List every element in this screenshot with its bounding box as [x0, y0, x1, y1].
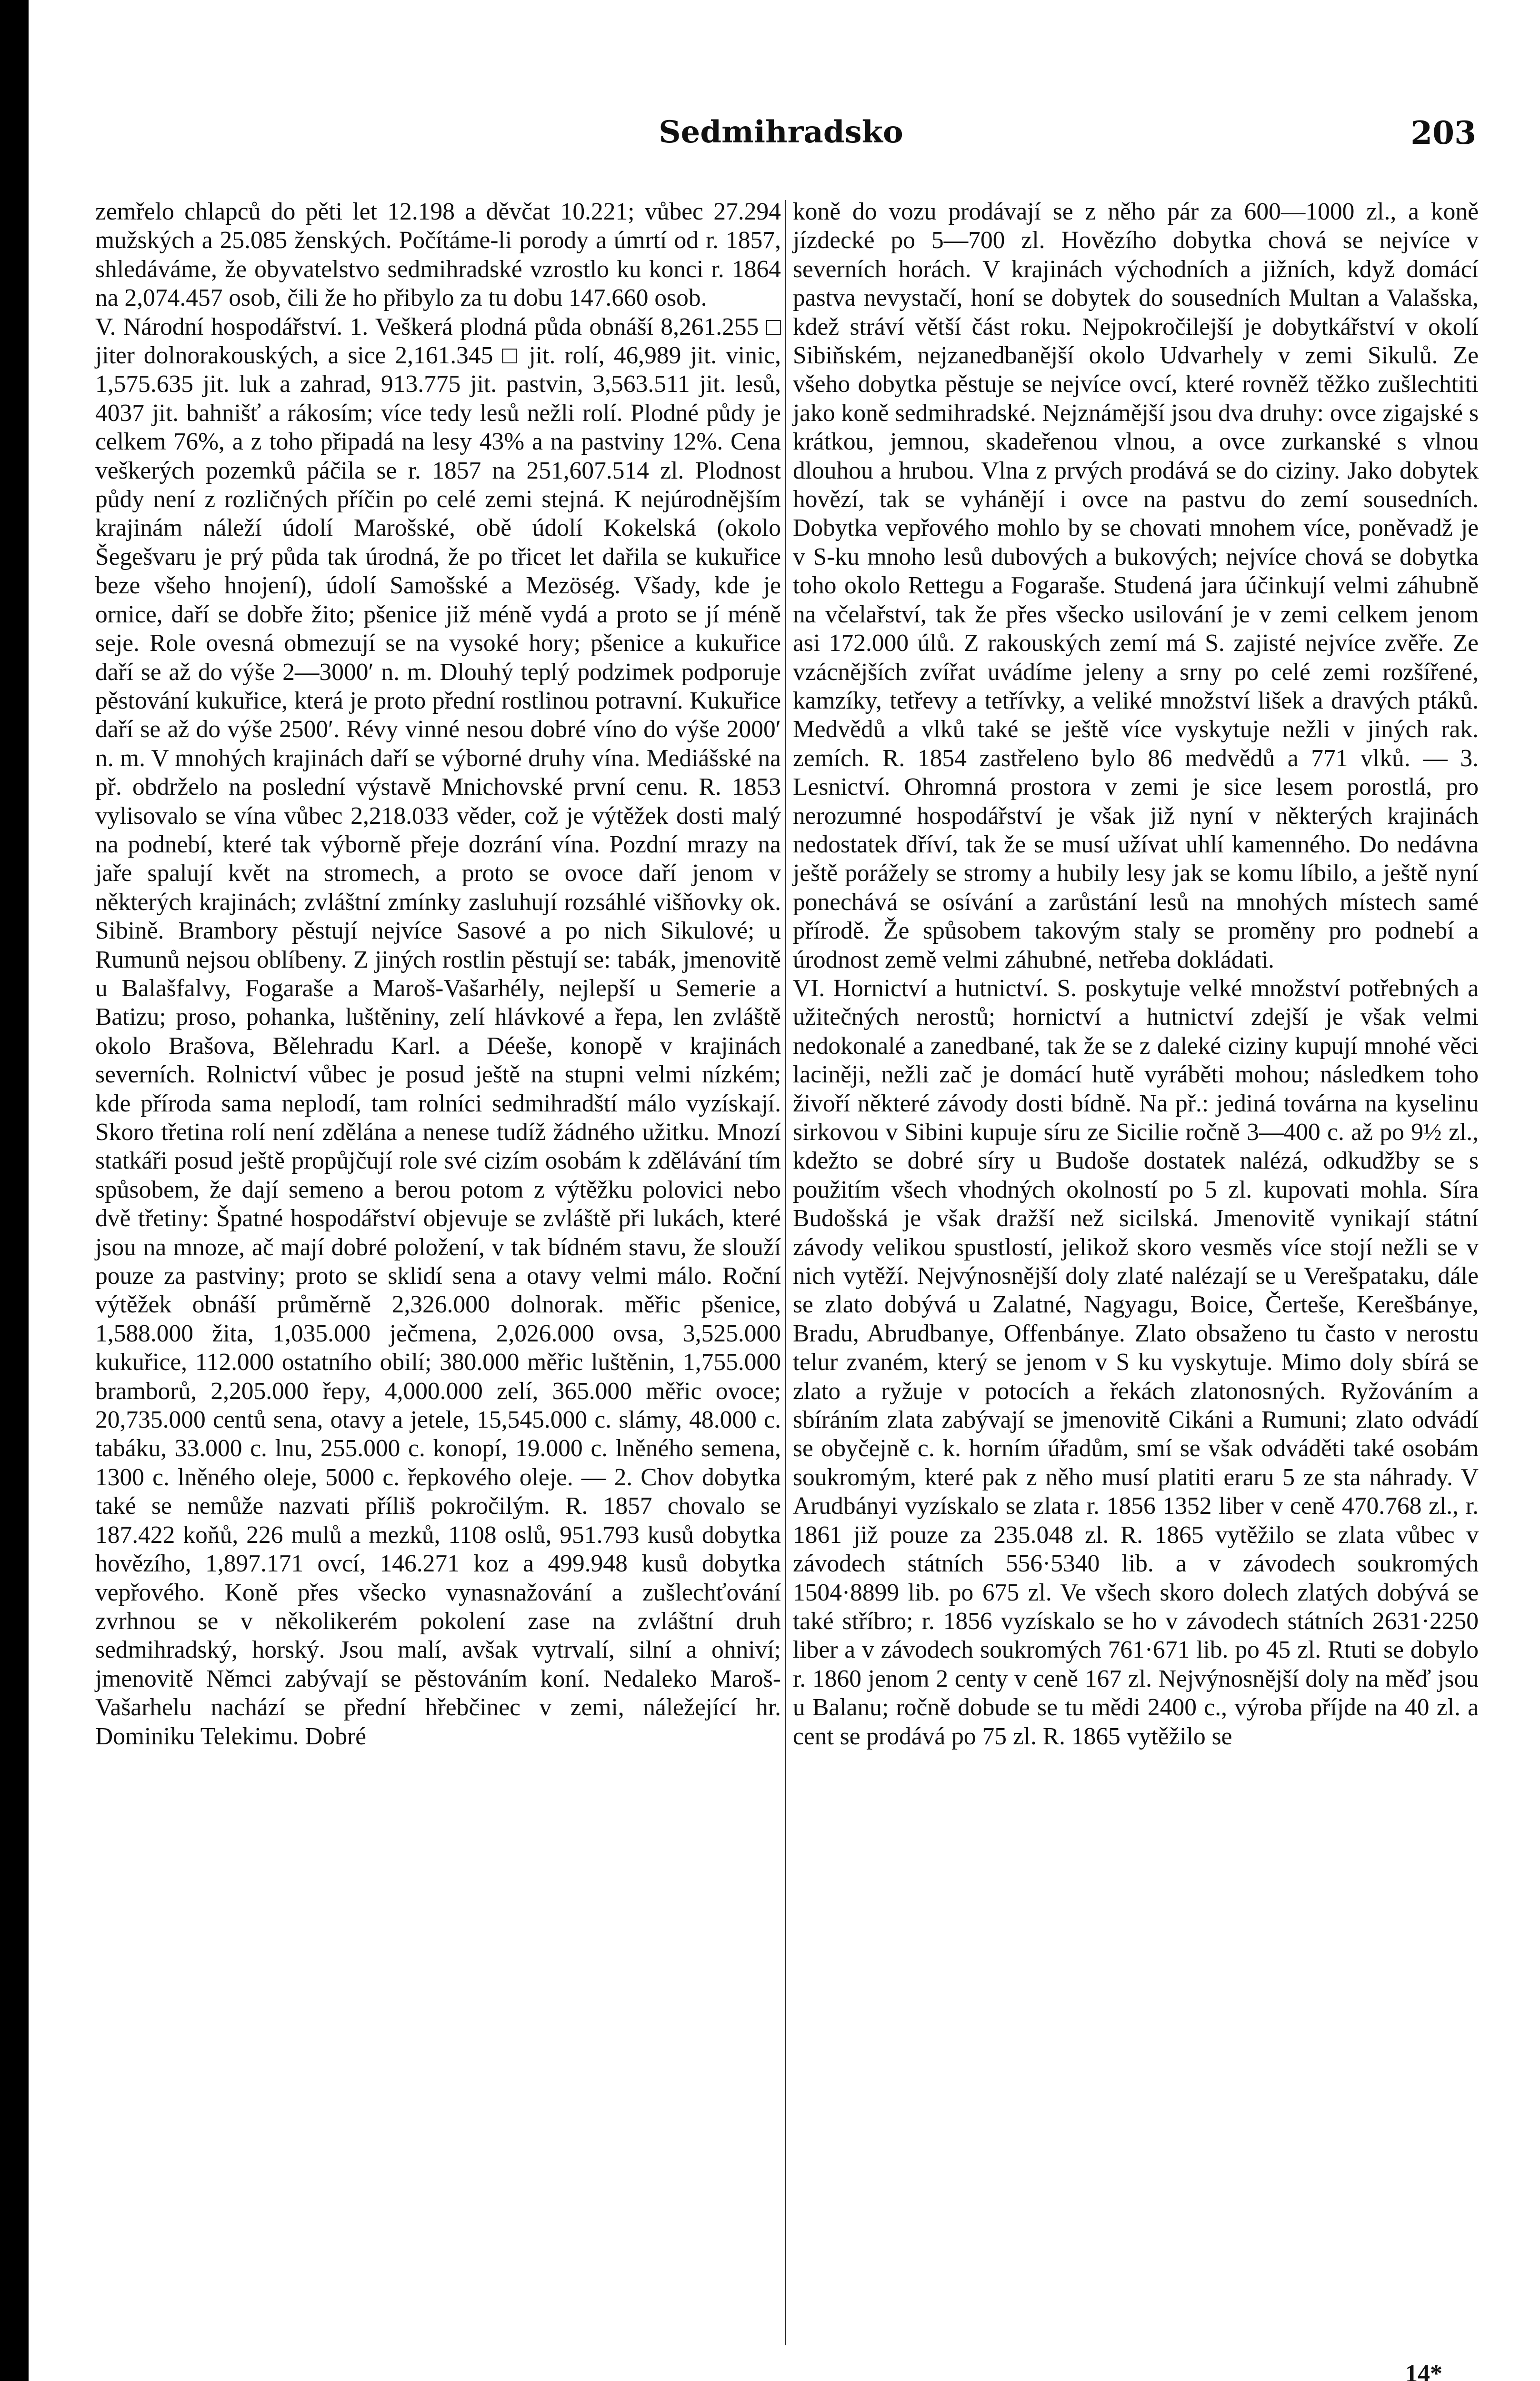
book-page	[29, 0, 1540, 2381]
running-title: Sedmihradsko	[659, 114, 903, 150]
page-header	[86, 114, 1476, 167]
left-column	[95, 198, 781, 1751]
page-number: 203	[1410, 114, 1476, 151]
paragraph: V. Národní hospodářství. 1. Veškerá plodná půda obnáší 8,261.255 □ jiter dolnorakouských, a sice 2,161.345 □ jit. rolí, 46,989 jit. vinic, 1,575.635 jit. luk a zahrad, 913.775 jit. pastvin, 3,563.511 jit. lesů, 4037 jit. bahnišť a rákosím; více tedy lesů nežli rolí. Plodné půdy je celkem 76%, a z toho připadá na lesy 43% a na pastviny 12%. Cena veškerých pozemků páčila se r. 1857 na 251,607.514 zl. Plodnost půdy není z rozličných příčin po celé zemi stejná. K nejúrodnějším krajinám náleží údolí Marošské, obě údolí Kokelská (okolo Šegešvaru je prý půda tak úrodná, že po třicet let dařila se kukuřice beze všeho hnojení), údolí Samošské a Mezöség. Všady, kde je ornice, daří se dobře žito; pšenice již méně vydá a proto se jí méně seje. Role ovesná obmezují se na vysoké hory; pšenice a kukuřice daří se až do výše 2—3000′ n. m. Dlouhý teplý podzimek podporuje pěstování kukuřice, která je proto přední rostlinou potravní. Kukuřice daří se až do výše 2500′. Révy vinné nesou dobré víno do výše 2000′ n. m. V mnohých krajinách daří se výborné druhy vína. Mediášské na př. obdrželo na poslední výstavě Mnichovské první cenu. R. 1853 vylisovalo se vína vůbec 2,218.033 věder, což je výtěžek dosti malý na podnebí, které tak výborně přeje dozrání vína. Pozdní mrazy na jaře spalují květ na stromech, a proto se ovoce daří jenom v některých krajinách; zvláštní zmínky zasluhují rozsáhlé višňovky ok. Sibině. Brambory pěstují nejvíce Sasové a po nich Sikulové; u Rumunů nejsou oblíbeny. Z jiných rostlin pěstují se: tabák, jmenovitě u Balašfalvy, Fogaraše a Maroš-Vašarhély, nejlepší u Semerie a Batizu; proso, pohanka, luštěniny, zelí hlávkové a řepa, len zvláště okolo Brašova, Bělehradu Karl. a Déeše, konopě v krajinách severních. Rolnictví vůbec je posud ještě na stupni velmi nízkém; kde příroda sama neplodí, tam rolníci sedmihradští málo vyzískají. Skoro třetina rolí není zdělána a nenese tudíž žádného užitku. Mnozí statkáři posud ještě propůjčují role své cizím osobám k zdělávání tím spůsobem, že dají semeno a berou potom z výtěžku polovici nebo dvě třetiny: Špatné hospodářství objevuje se zvláště při lukách, které jsou na mnoze, ač mají dobré položení, v tak bídném stavu, že slouží pouze za pastviny; proto se sklidí sena a otavy velmi málo. Roční výtěžek obnáší průměrně 2,326.000 dolnorak. měřic pšenice, 1,588.000 žita, 1,035.000 ječmena, 2,026.000 ovsa, 3,525.000 kukuřice, 112.000 ostatního obilí; 380.000 měřic luštěnin, 1,755.000 bramborů, 2,205.000 řepy, 4,000.000 zelí, 365.000 měřic ovoce; 20,735.000 centů sena, otavy a jetele, 15,545.000 c. slámy, 48.000 c. tabáku, 33.000 c. lnu, 255.000 c. konopí, 19.000 c. lněného semena, 1300 c. lněného oleje, 5000 c. řepkového oleje. — 2. Chov dobytka také se nemůže nazvati příliš pokročilým. R. 1857 chovalo se 187.422 koňů, 226 mulů a mezků, 1108 oslů, 951.793 kusů dobytka hovězího, 1,897.171 ovcí, 146.271 koz a 499.948 kusů dobytka vepřového. Koně přes všecko vynasnažování a zušlechťování zvrhnou se v několikerém pokolení zase na zvláštní druh sedmihradský, horský. Jsou malí, avšak vytrvalí, silní a ohniví; jmenovitě Němci zabývají se pěstováním koní. Nedaleko Maroš-Vašarhelu nachází se přední hřebčinec v zemi, náležející hr. Dominiku Telekimu. Dobré	[95, 313, 781, 1750]
column-divider	[785, 200, 786, 2345]
paragraph: VI. Hornictví a hutnictví. S. poskytuje velké množství potřebných a užitečných nerostů; hornictví a hutnictví zdejší je však velmi nedokonalé a zanedbané, tak že se z daleké ciziny kupují mnohé věci laciněji, nežli zač je domácí hutě vyráběti mohou; následkem toho živoří některé závody dosti bídně. Na př.: jediná továrna na kyselinu sirkovou v Sibini kupuje síru ze Sicilie ročně 3—400 c. až po 9½ zl., kdežto se dobré síry u Budoše dostatek nalézá, odkudžby se s použitím všech vhodných okolností po 5 zl. kupovati mohla. Síra Budošská je však dražší než sicilská. Jmenovitě vynikají státní závody velikou spustlostí, jelikož skoro vesměs více stojí nežli se v nich vytěží. Nejvýnosnější doly zlaté nalézají se u Verešpataku, dále se zlato dobývá u Zalatné, Nagyagu, Boice, Čerteše, Kerešbánye, Bradu, Abrudbanye, Offenbánye. Zlato obsaženo tu často v nerostu telur zvaném, který se jenom v S ku vyskytuje. Mimo doly sbírá se zlato a ryžuje v potocích a řekách zlatonosných. Ryžováním a sbíráním zlata zabývají se jmenovitě Cikáni a Rumuni; zlato odvádí se obyčejně c. k. horním úřadům, smí se však odváděti také osobám soukromým, které pak z něho musí platiti eraru 5 ze sta náhrady. V Arudbányi vyzískalo se zlata r. 1856 1352 liber v ceně 470.768 zl., r. 1861 již pouze za 235.048 zl. R. 1865 vytěžilo se zlata vůbec v závodech státních 556·5340 lib. a v závodech soukromých 1504·8899 lib. po 675 zl. Ve všech skoro dolech zlatých dobývá se také stříbro; r. 1856 vyzískalo se ho v závodech státních 2631·2250 liber a v závodech soukromých 761·671 lib. po 45 zl. Rtuti se dobylo r. 1860 jenom 2 centy v ceně 167 zl. Nejvýnosnější doly na měď jsou u Balanu; ročně dobude se tu mědi 2400 c., výroba příjde na 40 zl. a cent se prodává po 75 zl. R. 1865 vytěžilo se	[793, 974, 1479, 1750]
paragraph: koně do vozu prodávají se z něho pár za 600—1000 zl., a koně jízdecké po 5—700 zl. Hovězího dobytka chová se nejvíce v severních horách. V krajinách východních a jižních, když domácí pastva nevystačí, honí se dobytek do sousedních Multan a Valašska, kdež stráví větší část roku. Nejpokročilejší je dobytkářství v okolí Sibiňském, nejzanedbanější okolo Udvarhely v zemi Sikulů. Ze všeho dobytka pěstuje se nejvíce ovcí, které rovněž těžko zušlechtiti jako koně sedmihradské. Nejznámější jsou dva druhy: ovce zigajské s krátkou, jemnou, skadeřenou vlnou, a ovce zurkanské s vlnou dlouhou a hrubou. Vlna z prvých prodává se do ciziny. Jako dobytek hovězí, tak se vyhánějí i ovce na pastvu do zemí sousedních. Dobytka vepřového mohlo by se chovati mnohem více, poněvadž je v S-ku mnoho lesů dubových a bukových; nejvíce chová se dobytka toho okolo Rettegu a Fogaraše. Studená jara účinkují velmi záhubně na včelařství, tak že přes všecko usilování je v zemi celkem jenom asi 172.000 úlů. Z rakouských zemí má S. zajisté nejvíce zvěře. Ze vzácnějších zvířat uvádíme jeleny a srny po celé zemi rozšířené, kamzíky, tetřevy a tetřívky, a veliké množství lišek a dravých ptáků. Medvědů a vlků také se ještě více vyskytuje nežli v jiných rak. zemích. R. 1854 zastřeleno bylo 86 medvědů a 771 vlků. — 3. Lesnictví. Ohromná prostora v zemi je sice lesem porostlá, pro nerozumné hospodářství je však již nyní v některých krajinách nedostatek dříví, tak že se musí užívat uhlí kamenného. Do nedávna ještě porážely se stromy a hubily lesy jak se komu líbilo, a ještě nyní ponechává se osívání a zarůstání lesů na mnohých místech samé přírodě. Že spůsobem takovým staly se proměny pro podnebí a úrodnost země velmi záhubné, netřeba dokládati.	[793, 198, 1479, 973]
right-column	[793, 198, 1479, 1751]
paragraph: zemřelo chlapců do pěti let 12.198 a děvčat 10.221; vůbec 27.294 mužských a 25.085 ženských. Počítáme-li porody a úmrtí od r. 1857, shledáváme, že obyvatelstvo sedmihradské vzrostlo ku konci r. 1864 na 2,074.457 osob, čili že ho přibylo za tu dobu 147.660 osob.	[95, 198, 781, 312]
signature-mark: 14*	[1405, 2360, 1442, 2381]
